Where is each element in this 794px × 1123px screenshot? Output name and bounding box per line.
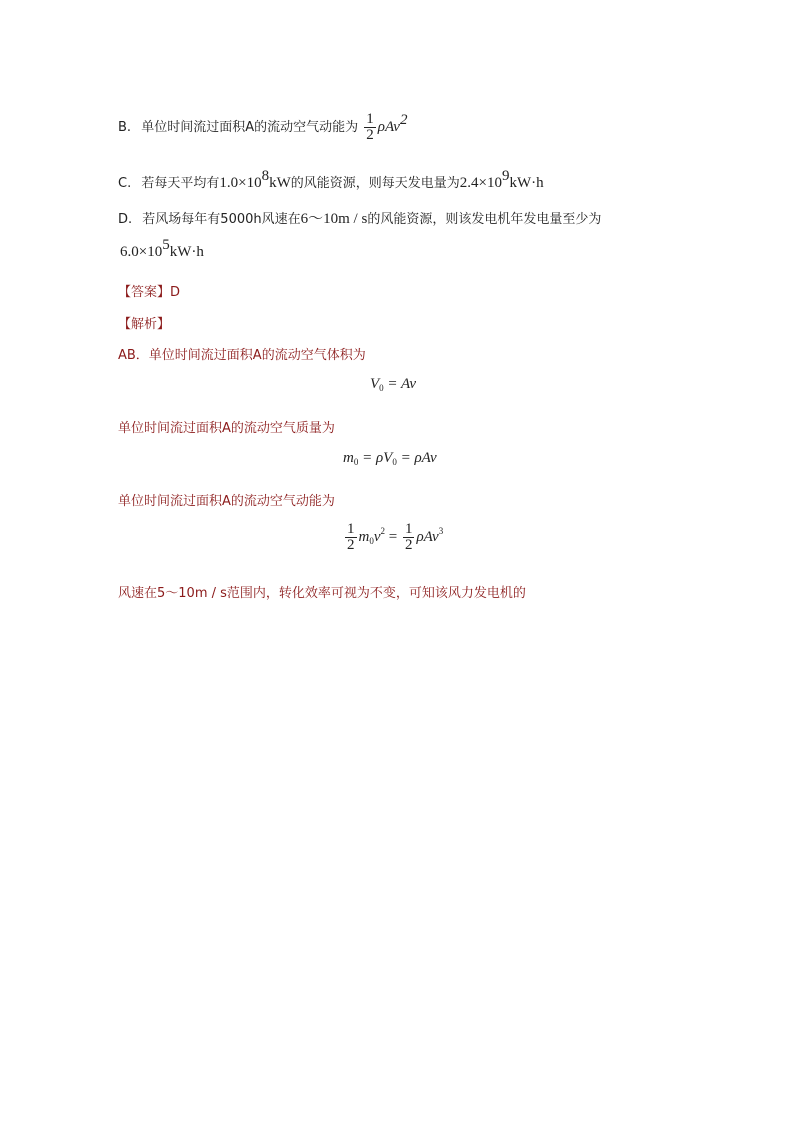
- option-b-frac-num: 1: [366, 111, 374, 127]
- analysis-label: 【解析】: [118, 317, 171, 332]
- option-b-exp: 2: [399, 112, 408, 128]
- option-c-exp2: 9: [502, 168, 510, 184]
- equation-volume: [370, 376, 416, 393]
- eq3-rho-av: ρAv: [416, 528, 439, 545]
- eq3-frac2-den: 2: [404, 537, 413, 553]
- eq2-rhs: = ρAv: [400, 450, 437, 466]
- option-c: [118, 168, 544, 192]
- solution-line4: 风速在5～10m / s范围内，转化效率可视为不变，可知该风力发电机的: [118, 586, 526, 601]
- eq2-sub2: 0: [392, 457, 397, 467]
- option-d-text2: 的风能资源，则该发电机年发电量至少为: [367, 212, 602, 227]
- answer-label: 【答案】: [118, 285, 171, 300]
- eq3-equals: =: [388, 528, 398, 545]
- eq2-m: m: [343, 450, 354, 466]
- option-b-fraction: [364, 112, 376, 143]
- eq3-frac1: [345, 522, 357, 553]
- eq1-lhs: V: [370, 376, 380, 392]
- eq3-v: v: [373, 528, 381, 545]
- option-b-expr: ρAv: [377, 119, 400, 135]
- eq1-rhs: = Av: [387, 376, 417, 392]
- option-d-val: 6.0×10: [120, 244, 163, 260]
- option-d-line2: [120, 237, 204, 261]
- option-d-text1: 若风场每年有5000h风速在: [142, 212, 301, 227]
- eq3-frac2-num: 1: [404, 521, 413, 537]
- eq3-sub: 0: [369, 535, 374, 546]
- option-c-val2: 2.4×10: [459, 175, 502, 191]
- answer-value: D: [170, 285, 181, 300]
- eq1-sub: 0: [379, 383, 384, 393]
- option-d-prefix: D.: [118, 212, 133, 227]
- option-b-text: 单位时间流过面积A的流动空气动能为: [141, 120, 359, 135]
- equation-mass: [343, 450, 437, 467]
- eq3-frac1-den: 2: [347, 537, 355, 553]
- eq2-mid: = ρV: [362, 450, 393, 466]
- solution-line1: AB．单位时间流过面积A的流动空气体积为: [118, 348, 366, 363]
- option-c-text1: 若每天平均有: [141, 176, 220, 191]
- option-d-unit: kW·h: [169, 244, 204, 260]
- eq3-frac1-num: 1: [347, 521, 355, 537]
- eq3-m: m: [358, 528, 370, 545]
- option-c-exp1: 8: [261, 168, 270, 184]
- option-d-exp: 5: [162, 237, 170, 253]
- option-b: [118, 112, 407, 143]
- option-c-text2: 的风能资源，则每天发电量为: [290, 176, 460, 191]
- option-c-val1: 1.0×10: [219, 175, 262, 191]
- eq2-sub: 0: [353, 457, 359, 467]
- option-b-prefix: B.: [118, 120, 132, 135]
- option-d-range: 6～10m / s: [300, 211, 368, 227]
- equation-energy: [343, 522, 443, 553]
- option-c-prefix: C.: [118, 176, 132, 191]
- eq3-exp1: 2: [380, 525, 386, 536]
- option-c-unit2: kW·h: [509, 175, 544, 191]
- option-b-frac-den: 2: [366, 127, 374, 143]
- option-d-line1: [118, 207, 601, 228]
- answer-line: [118, 281, 180, 300]
- option-c-unit1: kW: [269, 175, 291, 191]
- eq3-frac2: [403, 522, 415, 553]
- eq3-exp2: 3: [438, 525, 444, 536]
- solution-line3: 单位时间流过面积A的流动空气动能为: [118, 494, 335, 509]
- solution-line2: 单位时间流过面积A的流动空气质量为: [118, 421, 335, 436]
